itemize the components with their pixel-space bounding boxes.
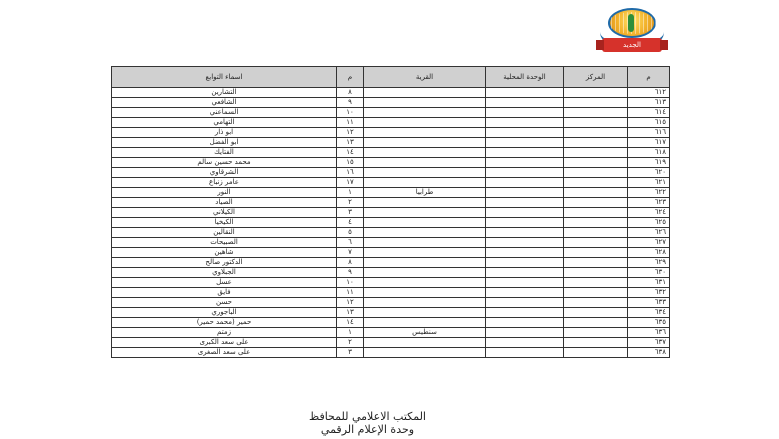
row-num: ٦٣٣	[628, 298, 670, 308]
row-num: ٦٢٠	[628, 168, 670, 178]
row-unit	[486, 198, 564, 208]
row-num: ٦٣٠	[628, 268, 670, 278]
row-idx: ٤	[337, 218, 364, 228]
row-unit	[486, 238, 564, 248]
row-unit	[486, 308, 564, 318]
row-num: ٦٣٨	[628, 348, 670, 358]
row-idx: ٩	[337, 268, 364, 278]
row-center	[564, 348, 628, 358]
row-idx: ١٠	[337, 108, 364, 118]
row-village	[364, 168, 486, 178]
row-center	[564, 278, 628, 288]
table-row	[112, 338, 670, 348]
row-unit	[486, 278, 564, 288]
footer	[0, 410, 779, 436]
row-name: التشارين	[112, 88, 337, 98]
logo-ribbon	[602, 38, 662, 52]
row-village	[364, 268, 486, 278]
row-num: ٦٣٢	[628, 288, 670, 298]
footer-line-1: المكتب الاعلامي للمحافظ	[309, 410, 426, 423]
row-num: ٦٣٦	[628, 328, 670, 338]
row-village	[364, 198, 486, 208]
row-idx: ١١	[337, 118, 364, 128]
row-center	[564, 88, 628, 98]
row-center	[564, 318, 628, 328]
row-center	[564, 298, 628, 308]
row-name: فايق	[112, 288, 337, 298]
row-num: ٦٢٧	[628, 238, 670, 248]
row-num: ٦٣٤	[628, 308, 670, 318]
row-unit	[486, 318, 564, 328]
row-center	[564, 108, 628, 118]
row-village	[364, 178, 486, 188]
row-center	[564, 308, 628, 318]
row-unit	[486, 328, 564, 338]
row-num: ٦١٢	[628, 88, 670, 98]
row-village	[364, 318, 486, 328]
row-num: ٦٣١	[628, 278, 670, 288]
row-village	[364, 258, 486, 268]
row-idx: ١٥	[337, 158, 364, 168]
row-unit	[486, 218, 564, 228]
row-name: الباجوري	[112, 308, 337, 318]
row-num: ٦١٤	[628, 108, 670, 118]
row-name: النقالين	[112, 228, 337, 238]
row-num: ٦٢٢	[628, 188, 670, 198]
row-center	[564, 258, 628, 268]
table-row	[112, 228, 670, 238]
row-center	[564, 98, 628, 108]
villages-table	[111, 66, 670, 358]
table-row	[112, 238, 670, 248]
row-village	[364, 238, 486, 248]
logo-plant-icon	[628, 14, 634, 32]
table-row	[112, 318, 670, 328]
row-num: ٦٢٦	[628, 228, 670, 238]
row-center	[564, 128, 628, 138]
governorate-logo	[592, 8, 672, 54]
table-header-row	[112, 67, 670, 88]
table-row	[112, 258, 670, 268]
row-unit	[486, 168, 564, 178]
row-unit	[486, 148, 564, 158]
row-num: ٦١٩	[628, 158, 670, 168]
row-village	[364, 148, 486, 158]
row-idx: ٣	[337, 348, 364, 358]
row-village	[364, 158, 486, 168]
row-idx: ١	[337, 328, 364, 338]
row-idx: ١٧	[337, 178, 364, 188]
row-num: ٦٢٣	[628, 198, 670, 208]
header-idx: م	[337, 67, 364, 88]
table-row	[112, 88, 670, 98]
row-name: النور	[112, 188, 337, 198]
row-name: الشرقاوي	[112, 168, 337, 178]
row-name: شاهين	[112, 248, 337, 258]
row-idx: ١٦	[337, 168, 364, 178]
row-num: ٦٣٥	[628, 318, 670, 328]
row-center	[564, 238, 628, 248]
row-idx: ٨	[337, 88, 364, 98]
row-center	[564, 178, 628, 188]
row-idx: ٨	[337, 258, 364, 268]
row-unit	[486, 338, 564, 348]
row-center	[564, 328, 628, 338]
row-center	[564, 228, 628, 238]
row-name: على سعد الكبرى	[112, 338, 337, 348]
row-name: الصبيحات	[112, 238, 337, 248]
row-center	[564, 188, 628, 198]
row-name: الشافعي	[112, 98, 337, 108]
row-name: ابو ذار	[112, 128, 337, 138]
table-row	[112, 148, 670, 158]
row-name: الكيخيا	[112, 218, 337, 228]
row-idx: ١٢	[337, 128, 364, 138]
row-name: حسن	[112, 298, 337, 308]
row-idx: ٥	[337, 228, 364, 238]
table-row	[112, 178, 670, 188]
header-names: اسماء التوابع	[112, 67, 337, 88]
row-unit	[486, 88, 564, 98]
row-village: سنطيس	[364, 328, 486, 338]
row-name: زمتم	[112, 328, 337, 338]
table-row	[112, 158, 670, 168]
row-unit	[486, 158, 564, 168]
row-num: ٦٢٨	[628, 248, 670, 258]
row-name: على سعد الصغرى	[112, 348, 337, 358]
row-idx: ١٤	[337, 148, 364, 158]
row-center	[564, 248, 628, 258]
header-village: القرية	[364, 67, 486, 88]
table-row	[112, 218, 670, 228]
table-row	[112, 328, 670, 338]
row-name: الفتايك	[112, 148, 337, 158]
row-village	[364, 138, 486, 148]
row-unit	[486, 98, 564, 108]
row-center	[564, 268, 628, 278]
table-row	[112, 268, 670, 278]
row-village	[364, 208, 486, 218]
row-center	[564, 288, 628, 298]
row-unit	[486, 258, 564, 268]
row-num: ٦٢٥	[628, 218, 670, 228]
row-unit	[486, 188, 564, 198]
row-unit	[486, 208, 564, 218]
table-row	[112, 278, 670, 288]
table-row	[112, 128, 670, 138]
table-row	[112, 98, 670, 108]
row-idx: ٢	[337, 198, 364, 208]
row-name: الجبلاوي	[112, 268, 337, 278]
row-idx: ١	[337, 188, 364, 198]
row-num: ٦١٨	[628, 148, 670, 158]
row-name: عسل	[112, 278, 337, 288]
row-unit	[486, 228, 564, 238]
row-unit	[486, 248, 564, 258]
row-unit	[486, 178, 564, 188]
row-idx: ٣	[337, 208, 364, 218]
row-center	[564, 208, 628, 218]
table-row	[112, 138, 670, 148]
table-row	[112, 198, 670, 208]
row-center	[564, 118, 628, 128]
row-village	[364, 98, 486, 108]
row-village	[364, 218, 486, 228]
row-idx: ١٤	[337, 318, 364, 328]
row-idx: ١٣	[337, 308, 364, 318]
logo-label: الجديد	[623, 41, 641, 49]
row-num: ٦١٦	[628, 128, 670, 138]
row-num: ٦١٣	[628, 98, 670, 108]
row-num: ٦١٧	[628, 138, 670, 148]
row-center	[564, 158, 628, 168]
row-center	[564, 338, 628, 348]
row-idx: ١٢	[337, 298, 364, 308]
row-unit	[486, 138, 564, 148]
row-village	[364, 348, 486, 358]
row-unit	[486, 288, 564, 298]
row-village	[364, 118, 486, 128]
table-row	[112, 118, 670, 128]
row-center	[564, 148, 628, 158]
header-num: م	[628, 67, 670, 88]
table-row	[112, 348, 670, 358]
table-row	[112, 248, 670, 258]
row-name: الدكتور صالح	[112, 258, 337, 268]
row-name: محمد حسين سالم	[112, 158, 337, 168]
table-row	[112, 308, 670, 318]
row-unit	[486, 268, 564, 278]
row-village	[364, 128, 486, 138]
row-village	[364, 288, 486, 298]
row-village	[364, 248, 486, 258]
row-village	[364, 278, 486, 288]
row-num: ٦٣٧	[628, 338, 670, 348]
row-name: السماعني	[112, 108, 337, 118]
row-center	[564, 168, 628, 178]
row-village	[364, 88, 486, 98]
row-unit	[486, 298, 564, 308]
footer-line-2: وحدة الإعلام الرقمي	[320, 423, 415, 436]
row-num: ٦٢١	[628, 178, 670, 188]
villages-table-container	[111, 66, 669, 358]
row-num: ٦١٥	[628, 118, 670, 128]
table-row	[112, 108, 670, 118]
row-idx: ١٣	[337, 138, 364, 148]
header-unit: الوحدة المحلية	[486, 67, 564, 88]
row-idx: ١٠	[337, 278, 364, 288]
row-unit	[486, 348, 564, 358]
row-village	[364, 228, 486, 238]
row-num: ٦٢٤	[628, 208, 670, 218]
header-center: المركز	[564, 67, 628, 88]
row-village	[364, 298, 486, 308]
row-village	[364, 338, 486, 348]
row-name: ابو الفضل	[112, 138, 337, 148]
row-idx: ٢	[337, 338, 364, 348]
table-row	[112, 298, 670, 308]
row-name: حمير (محمد حمير)	[112, 318, 337, 328]
table-row	[112, 168, 670, 178]
row-name: عامر زنباع	[112, 178, 337, 188]
row-idx: ٧	[337, 248, 364, 258]
row-name: التهامي	[112, 118, 337, 128]
table-row	[112, 208, 670, 218]
table-body	[112, 88, 670, 358]
row-name: الكيلاني	[112, 208, 337, 218]
row-num: ٦٢٩	[628, 258, 670, 268]
row-unit	[486, 108, 564, 118]
table-row	[112, 288, 670, 298]
row-center	[564, 198, 628, 208]
row-unit	[486, 118, 564, 128]
row-idx: ٦	[337, 238, 364, 248]
table-row	[112, 188, 670, 198]
row-unit	[486, 128, 564, 138]
row-village: طرابيا	[364, 188, 486, 198]
row-village	[364, 108, 486, 118]
row-idx: ٩	[337, 98, 364, 108]
row-idx: ١١	[337, 288, 364, 298]
row-center	[564, 218, 628, 228]
row-center	[564, 138, 628, 148]
row-name: الصياد	[112, 198, 337, 208]
row-village	[364, 308, 486, 318]
